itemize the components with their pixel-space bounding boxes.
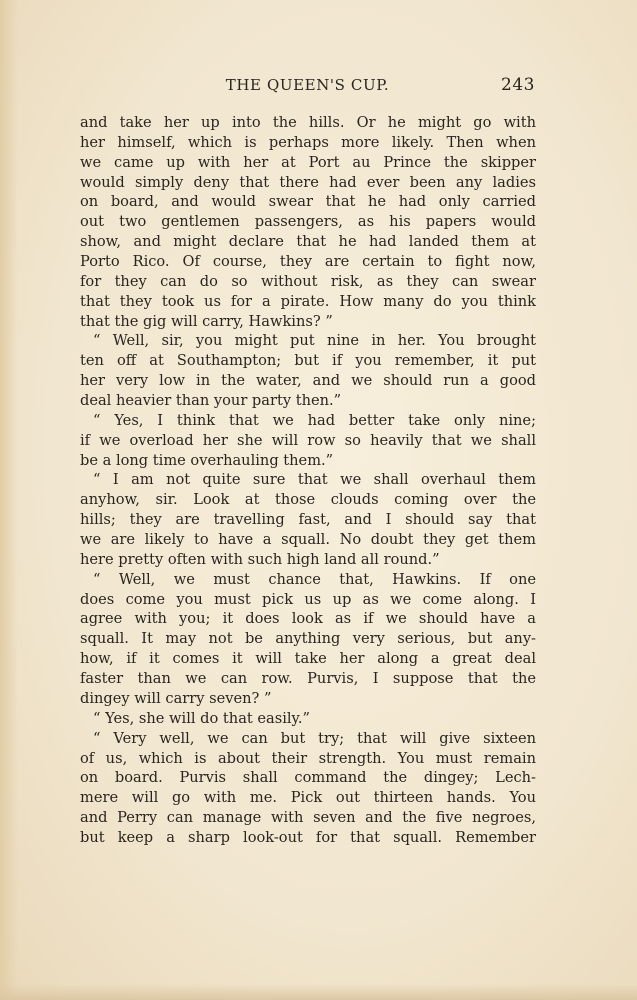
text-line: her himself, which is perhaps more likely. Then when — [80, 133, 536, 151]
text-line: Porto Rico. Of course, they are certain to fight now, — [80, 253, 536, 271]
text-line: dingey will carry seven? ” — [80, 689, 272, 707]
text-line: faster than we can row. Purvis, I suppose that the — [80, 670, 536, 688]
text-line: if we overload her she will row so heavily that we shall — [80, 431, 536, 449]
text-line: “ Well, sir, you might put nine in her. You brought — [93, 332, 536, 350]
text-line: “ I am not quite sure that we shall overhaul them — [93, 471, 536, 489]
body-text — [80, 113, 536, 848]
text-line: deal heavier than your party then.” — [80, 392, 342, 410]
text-line: and Perry can manage with seven and the five negroes, — [80, 809, 536, 827]
text-line: would simply deny that there had ever been any ladies — [80, 173, 536, 191]
text-line: agree with you; it does look as if we should have a — [80, 610, 536, 628]
text-line: but keep a sharp look-out for that squall. Remember — [80, 828, 536, 846]
page-bottom-shadow — [0, 984, 637, 1000]
text-line: her very low in the water, and we should run a good — [80, 372, 536, 390]
text-line: hills; they are travelling fast, and I should say that — [80, 511, 536, 529]
text-line: how, if it comes it will take her along a great deal — [80, 650, 536, 668]
text-line: of us, which is about their strength. You must remain — [80, 749, 536, 767]
text-line: does come you must pick us up as we come along. I — [80, 590, 536, 608]
running-title: THE QUEEN'S CUP. — [225, 76, 390, 94]
text-line: be a long time overhauling them.” — [80, 451, 334, 469]
text-line: anyhow, sir. Look at those clouds coming over the — [80, 491, 536, 509]
text-line: we came up with her at Port au Prince the skipper — [80, 153, 536, 171]
text-line: “ Well, we must chance that, Hawkins. If one — [93, 570, 536, 588]
text-line: mere will go with me. Pick out thirteen hands. You — [80, 789, 536, 807]
text-line: “ Yes, she will do that easily.” — [93, 709, 310, 727]
text-line: “ Very well, we can but try; that will give sixteen — [93, 729, 536, 747]
page-header — [80, 72, 535, 98]
text-line: on board, and would swear that he had only carried — [80, 193, 536, 211]
text-line: that the gig will carry, Hawkins? ” — [80, 312, 333, 330]
text-line: for they can do so without risk, as they can swear — [80, 272, 536, 290]
text-line: we are likely to have a squall. No doubt they get them — [80, 531, 536, 549]
text-line: and take her up into the hills. Or he might go with — [80, 114, 536, 131]
text-line: that they took us for a pirate. How many do you think — [80, 292, 536, 310]
text-line: squall. It may not be anything very serious, but any- — [80, 630, 536, 648]
page-left-shadow — [0, 0, 18, 1000]
text-line: “ Yes, I think that we had better take only nine; — [93, 411, 536, 429]
text-line: out two gentlemen passengers, as his papers would — [80, 213, 536, 231]
text-line: ten off at Southampton; but if you remember, it put — [80, 352, 536, 370]
page-number: 243 — [501, 75, 535, 95]
text-line: show, and might declare that he had landed them at — [80, 233, 536, 251]
text-line: on board. Purvis shall command the dingey; Lech- — [80, 769, 536, 787]
text-line: here pretty often with such high land all round.” — [80, 550, 440, 568]
